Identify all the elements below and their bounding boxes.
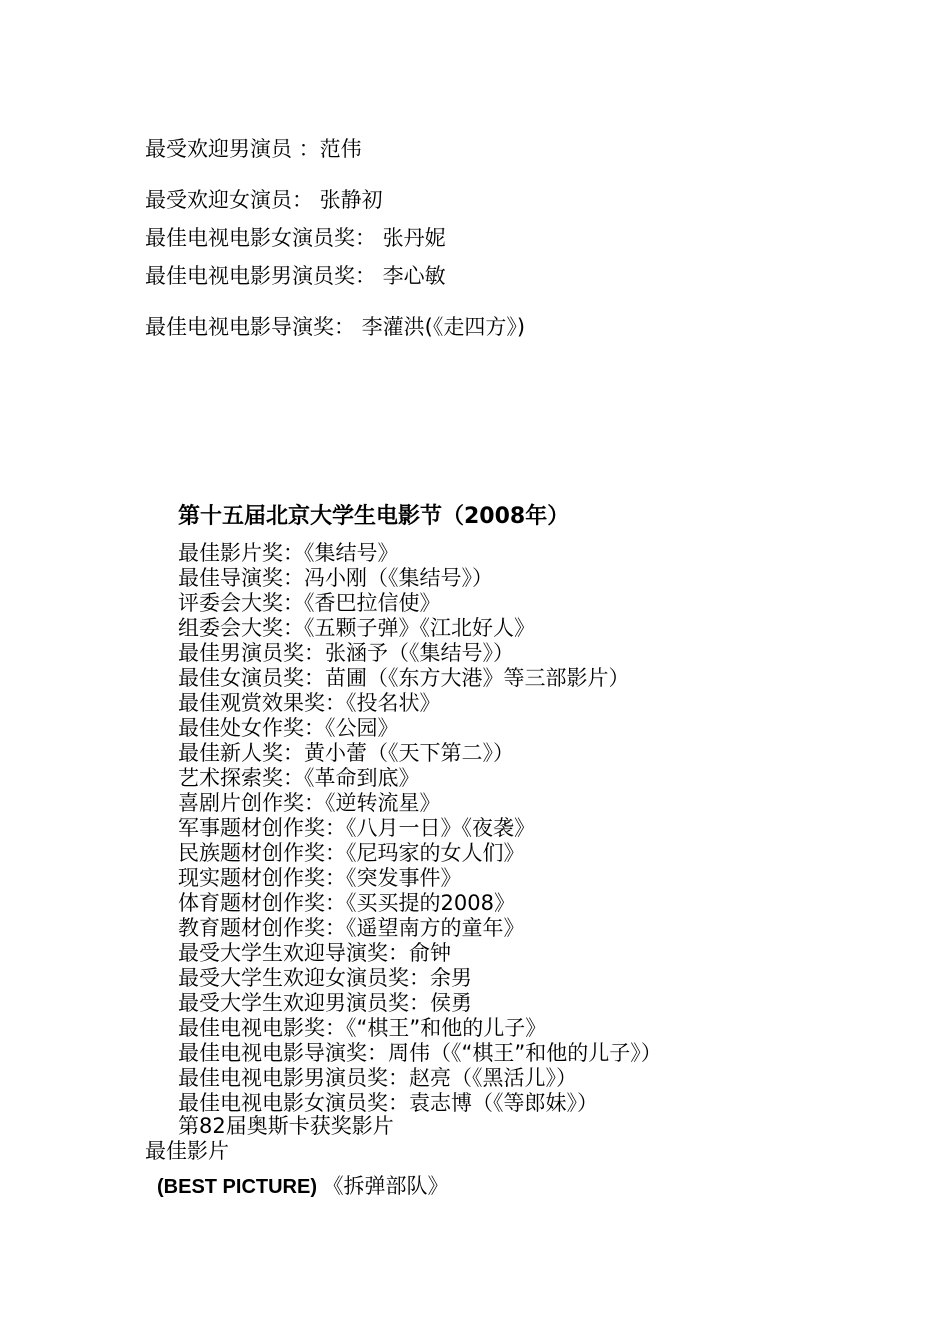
festival-title: 第十五届北京大学生电影节（2008年） xyxy=(178,504,570,529)
award-tv-film-actor: 最佳电视电影男演员奖： 李心敏 xyxy=(145,264,446,288)
list-item: 最受大学生欢迎男演员奖：侯勇 xyxy=(178,991,472,1015)
list-item: 最佳电视电影奖：《“棋王”和他的儿子》 xyxy=(178,1016,547,1040)
list-item: 教育题材创作奖：《遥望南方的童年》 xyxy=(178,916,525,940)
list-item: 最受大学生欢迎导演奖：俞钟 xyxy=(178,941,451,965)
list-item: 艺术探索奖：《革命到底》 xyxy=(178,766,420,790)
list-item: 民族题材创作奖：《尼玛家的女人们》 xyxy=(178,841,525,865)
list-item: 军事题材创作奖：《八月一日》《夜袭》 xyxy=(178,816,535,840)
list-item: 最佳电视电影女演员奖：袁志博（《等郎妹》） xyxy=(178,1091,598,1115)
best-picture-film: 《拆弹部队》 xyxy=(322,1174,449,1198)
best-picture-label: (BEST PICTURE) xyxy=(157,1176,317,1198)
list-item: 最佳女演员奖：苗圃（《东方大港》等三部影片） xyxy=(178,666,630,690)
award-popular-actress: 最受欢迎女演员： 张静初 xyxy=(145,188,383,212)
list-item: 体育题材创作奖：《买买提的2008》 xyxy=(178,891,515,915)
list-item: 最佳导演奖：冯小刚（《集结号》） xyxy=(178,566,493,590)
best-picture-line xyxy=(157,1176,449,1197)
award-tv-film-director: 最佳电视电影导演奖： 李灌洪(《走四方》) xyxy=(145,315,526,339)
list-item: 最佳处女作奖：《公园》 xyxy=(178,716,399,740)
list-item: 最佳男演员奖：张涵予（《集结号》） xyxy=(178,641,514,665)
list-item: 最佳电视电影导演奖：周伟（《“棋王”和他的儿子》） xyxy=(178,1041,662,1065)
list-item: 评委会大奖：《香巴拉信使》 xyxy=(178,591,441,615)
award-popular-actor: 最受欢迎男演员 ：范伟 xyxy=(145,137,362,161)
list-item: 组委会大奖：《五颗子弹》《江北好人》 xyxy=(178,616,535,640)
award-tv-film-actress: 最佳电视电影女演员奖： 张丹妮 xyxy=(145,226,446,250)
oscar-category: 最佳影片 xyxy=(145,1139,229,1163)
oscar-title: 第82届奥斯卡获奖影片 xyxy=(178,1114,394,1138)
list-item: 喜剧片创作奖：《逆转流星》 xyxy=(178,791,441,815)
list-item: 最佳影片奖：《集结号》 xyxy=(178,541,399,565)
festival-award-list xyxy=(178,541,662,1116)
list-item: 最受大学生欢迎女演员奖：余男 xyxy=(178,966,472,990)
list-item: 最佳新人奖：黄小蕾（《天下第二》） xyxy=(178,741,514,765)
list-item: 现实题材创作奖：《突发事件》 xyxy=(178,866,462,890)
list-item: 最佳电视电影男演员奖：赵亮（《黑活儿》） xyxy=(178,1066,577,1090)
list-item: 最佳观赏效果奖：《投名状》 xyxy=(178,691,441,715)
